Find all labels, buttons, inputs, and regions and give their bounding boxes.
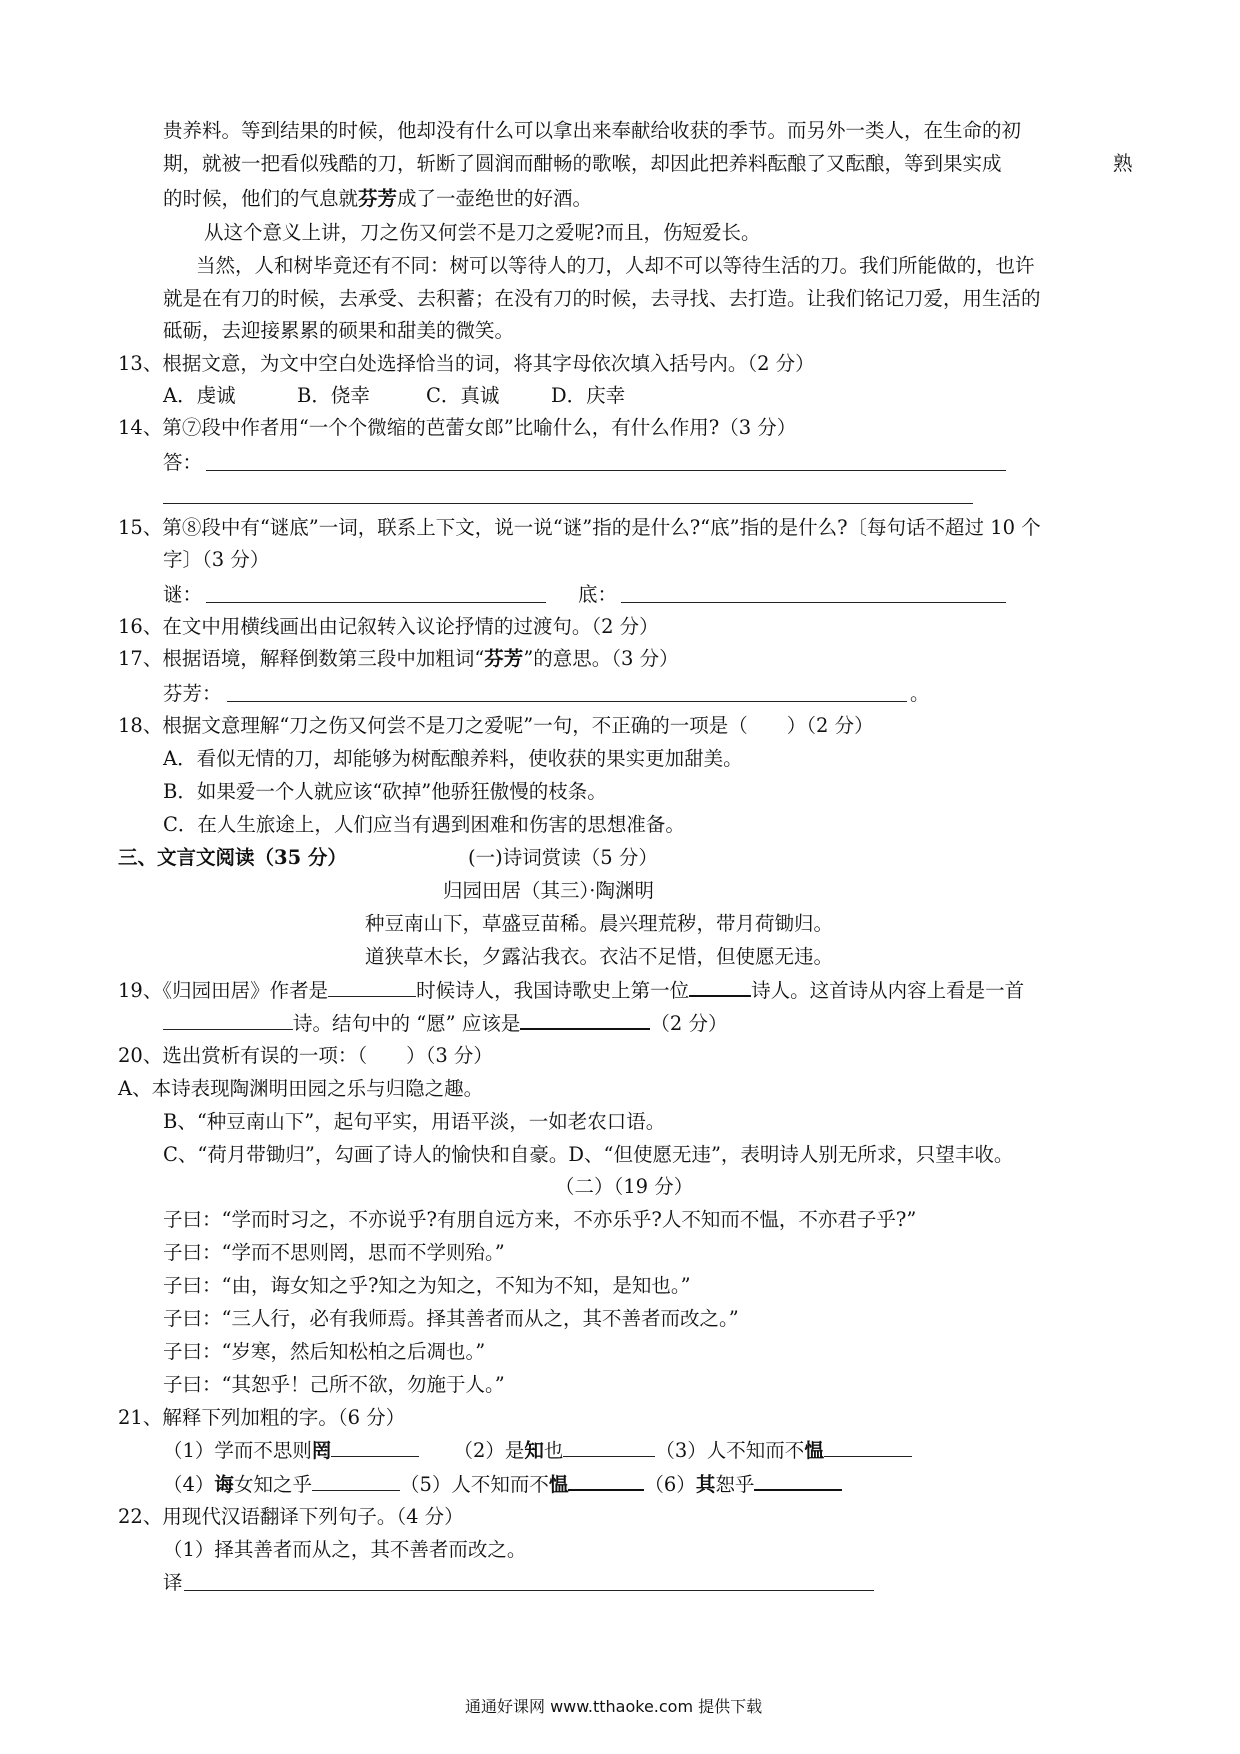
q18-option-c: C．在人生旅途上，人们应当有遇到困难和伤害的思想准备。	[163, 813, 685, 836]
lunyu-line-5: 子曰：“岁寒，然后知松柏之后凋也。”	[163, 1340, 486, 1363]
poem-title: 归园田居（其三）·陶渊明	[443, 879, 654, 902]
q21-blank-3[interactable]	[824, 1438, 912, 1457]
q22-item-1: （1）择其善者而从之，其不善者而改之。	[163, 1538, 527, 1561]
q14-answer-label: 答：	[163, 451, 203, 474]
question-21: 21、解释下列加粗的字。（6 分）	[118, 1406, 406, 1429]
lunyu-line-1: 子曰：“学而时习之，不亦说乎?有朋自远方来，不亦乐乎?人不知而不愠，不亦君子乎?”	[163, 1208, 917, 1231]
section-3-heading: 三、文言文阅读（35 分）	[118, 846, 347, 869]
question-15-cont: 字〕（3 分）	[163, 548, 270, 571]
question-19-cont: 诗。结句中的 “愿” 应该是 （2 分）	[163, 1010, 727, 1036]
bold-word-fenfang: 芬芳	[358, 187, 398, 210]
q20-option-cd: C、“荷月带锄归”，勾画了诗人的愉快和自豪。D、“但使愿无违”，表明诗人别无所求，只望丰收。	[163, 1143, 1014, 1166]
lunyu-line-2: 子曰：“学而不思则罔，思而不学则殆。”	[163, 1241, 505, 1264]
q15-label-di: 底：	[578, 583, 618, 606]
q19-blank-type[interactable]	[163, 1011, 293, 1030]
question-15: 15、第⑧段中有“谜底”一词，联系上下文，说一说“谜”指的是什么?“底”指的是什么?〔每句话不超过 10 个	[118, 516, 1041, 539]
q13-option-b: B．侥幸	[297, 384, 370, 407]
q18-option-a: A．看似无情的刀，却能够为树酝酿养料，使收获的果实更加甜美。	[163, 747, 743, 770]
q13-option-c: C．真诚	[426, 384, 500, 407]
q17-end-mark: 。	[910, 682, 930, 705]
passage-line-2: 期，就被一把看似残酷的刀，斩断了圆润而酣畅的歌喉，却因此把养料酝酿了又酝酿，等到果实成	[163, 152, 1002, 175]
question-22: 22、用现代汉语翻译下列句子。（4 分）	[118, 1505, 464, 1528]
question-17: 17、根据语境，解释倒数第三段中加粗词“芬芳”的意思。（3 分）	[118, 647, 679, 670]
q21-blank-4[interactable]	[312, 1472, 400, 1491]
passage-line-4: 从这个意义上讲，刀之伤又何尝不是刀之爱呢?而且，伤短爱长。	[204, 221, 761, 244]
lunyu-line-3: 子曰：“由，诲女知之乎?知之为知之，不知为不知，是知也。”	[163, 1274, 691, 1297]
q22-translate-label: 译	[163, 1571, 183, 1594]
q15-mi-blank[interactable]	[206, 602, 546, 603]
bold-word-fenfang-q17: 芬芳	[484, 647, 524, 670]
passage-line-1: 贵养料。等到结果的时候，他却没有什么可以拿出来奉献给收获的季节。而另外一类人，在生命的初	[163, 119, 1022, 142]
q17-label: 芬芳：	[163, 682, 222, 705]
question-13: 13、根据文意，为文中空白处选择恰当的词，将其字母依次填入括号内。（2 分）	[118, 352, 815, 375]
q19-blank-first-poet[interactable]	[689, 977, 751, 997]
q21-row-2: （4）诲女知之乎 （5）人不知而不愠 （6）其恕乎	[163, 1471, 842, 1497]
lunyu-line-4: 子曰：“三人行，必有我师焉。择其善者而从之，其不善者而改之。”	[163, 1307, 739, 1330]
q21-blank-1[interactable]	[331, 1438, 419, 1457]
question-18: 18、根据文意理解“刀之伤又何尝不是刀之爱呢”一句，不正确的一项是（ ）（2 分）	[118, 714, 874, 737]
q20-option-a: A、本诗表现陶渊明田园之乐与归隐之趣。	[118, 1077, 484, 1100]
q20-option-b: B、“种豆南山下”，起句平实，用语平淡，一如老农口语。	[163, 1110, 666, 1133]
q15-label-mi: 谜：	[163, 583, 203, 606]
page-footer: 通通好课网 www.tthaoke.com 提供下载	[465, 1697, 763, 1716]
q21-blank-6[interactable]	[754, 1471, 842, 1491]
question-16: 16、在文中用横线画出由记叙转入议论抒情的过渡句。（2 分）	[118, 615, 659, 638]
passage-line-6: 就是在有刀的时候，去承受、去积蓄；在没有刀的时候，去寻找、去打造。让我们铭记刀爱，用生活的	[163, 287, 1041, 310]
q14-answer-line-1[interactable]	[206, 470, 1006, 471]
q13-option-d: D．庆幸	[551, 384, 626, 407]
q21-blank-2[interactable]	[563, 1438, 655, 1457]
question-14: 14、第⑦段中作者用“一个个微缩的芭蕾女郎”比喻什么，有什么作用?（3 分）	[118, 416, 797, 439]
passage-line-7: 砥砺，去迎接累累的硕果和甜美的微笑。	[163, 319, 515, 342]
q15-di-blank[interactable]	[621, 602, 1006, 603]
q21-blank-5[interactable]	[568, 1471, 644, 1491]
section-3-sub-2: （二）（19 分）	[555, 1175, 694, 1198]
question-20: 20、选出赏析有误的一项：（ ）（3 分）	[118, 1044, 493, 1067]
q18-option-b: B．如果爱一个人就应该“砍掉”他骄狂傲慢的枝条。	[163, 780, 607, 803]
lunyu-line-6: 子曰：“其恕乎！己所不欲，勿施于人。”	[163, 1373, 505, 1396]
passage-line-3: 的时候，他们的气息就芬芳成了一壶绝世的好酒。	[163, 187, 593, 210]
passage-line-2-tail: 熟	[1113, 152, 1133, 175]
section-3-sub-1: (一)诗词赏读（5 分）	[468, 846, 658, 869]
q14-answer-line-2[interactable]	[163, 503, 973, 504]
q21-row-1: （1）学而不思则罔 （2）是知也 （3）人不知而不愠	[163, 1438, 912, 1464]
q13-option-a: A．虔诚	[163, 384, 236, 407]
passage-line-5: 当然，人和树毕竟还有不同：树可以等待人的刀，人却不可以等待生活的刀。我们所能做的，也许	[196, 254, 1035, 277]
poem-line-1: 种豆南山下，草盛豆苗稀。晨兴理荒秽，带月荷锄归。	[365, 912, 834, 935]
q22-answer-line[interactable]	[184, 1590, 874, 1591]
question-19: 19、《归园田居》作者是 时候诗人，我国诗歌史上第一位 诗人。这首诗从内容上看是一首	[118, 979, 1025, 1002]
q19-blank-era[interactable]	[328, 978, 416, 997]
poem-line-2: 道狭草木长，夕露沾我衣。衣沾不足惜，但使愿无违。	[365, 945, 834, 968]
q17-answer-blank[interactable]	[227, 701, 907, 702]
q19-blank-wish[interactable]	[520, 1010, 650, 1030]
